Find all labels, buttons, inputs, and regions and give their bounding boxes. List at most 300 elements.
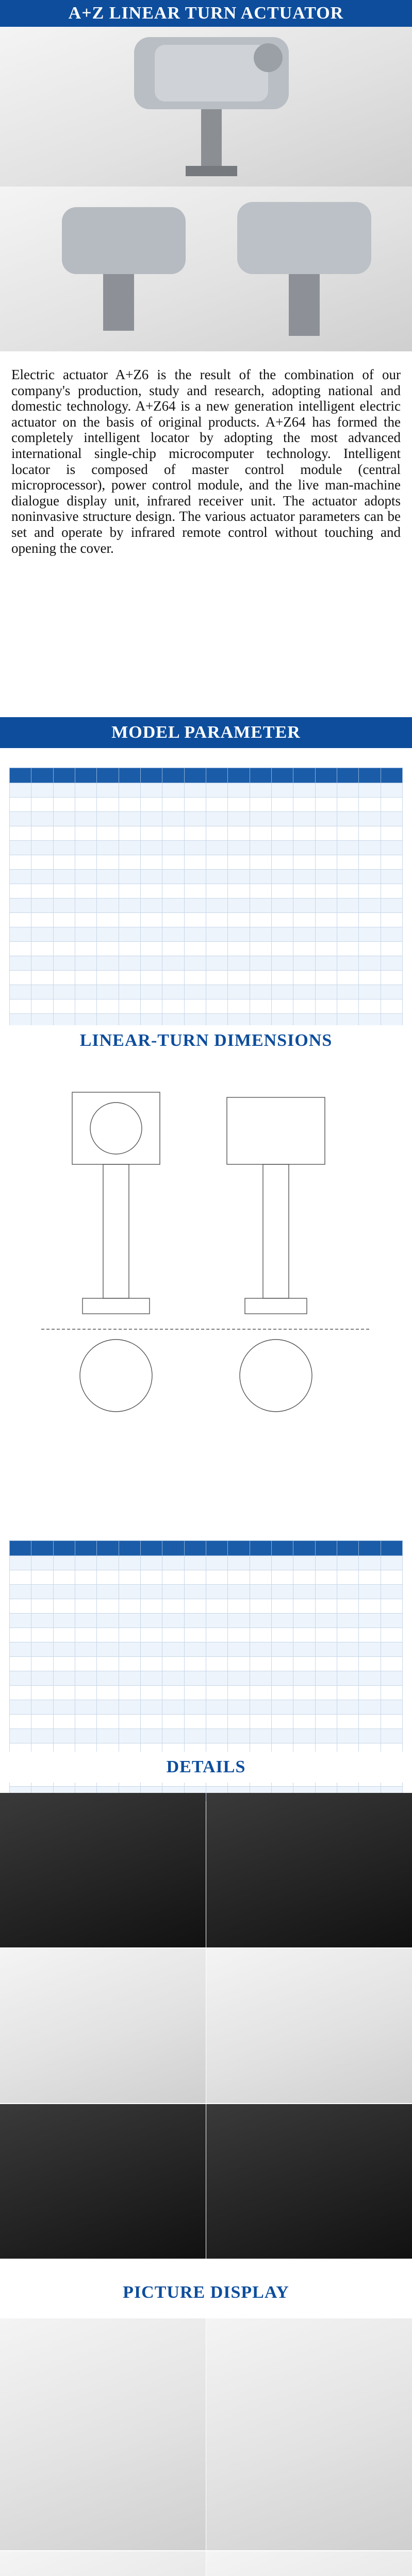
table-cell [140, 1614, 162, 1628]
table-cell [10, 971, 31, 985]
table-cell [359, 956, 381, 971]
table-cell [184, 855, 206, 870]
table-cell [337, 971, 358, 985]
table-cell [140, 999, 162, 1014]
table-row [10, 1657, 403, 1671]
table-cell [140, 913, 162, 927]
table-cell [31, 956, 53, 971]
table-cell [184, 884, 206, 899]
section-model-parameter [0, 717, 412, 748]
table-header-cell [119, 768, 140, 783]
table-cell [140, 841, 162, 855]
table-cell [184, 913, 206, 927]
table-cell [293, 1628, 315, 1642]
table-cell [315, 913, 337, 927]
table-row [10, 1715, 403, 1729]
table-cell [75, 1614, 96, 1628]
table-cell [10, 798, 31, 812]
table-header-cell [381, 768, 402, 783]
table-header-cell [293, 768, 315, 783]
table-cell [119, 855, 140, 870]
table-cell [337, 884, 358, 899]
table-cell [162, 1628, 184, 1642]
table-row [10, 855, 403, 870]
table-cell [293, 798, 315, 812]
table-cell [381, 1729, 402, 1743]
table-cell [206, 1686, 227, 1700]
table-row [10, 999, 403, 1014]
table-cell [10, 1556, 31, 1570]
table-cell [271, 999, 293, 1014]
table-cell [381, 1599, 402, 1614]
table-cell [250, 1671, 271, 1686]
table-cell [10, 884, 31, 899]
dimension-drawing [41, 1072, 371, 1448]
section-title: LINEAR-TURN DIMENSIONS [79, 1031, 333, 1050]
table-cell [293, 927, 315, 942]
table-cell [31, 798, 53, 812]
table-cell [162, 999, 184, 1014]
table-row [10, 899, 403, 913]
table-cell [271, 1599, 293, 1614]
table-cell [359, 1570, 381, 1585]
table-cell [53, 956, 75, 971]
table-cell [119, 1585, 140, 1599]
table-cell [381, 1556, 402, 1570]
table-cell [140, 855, 162, 870]
table-cell [206, 1585, 227, 1599]
table-cell [315, 999, 337, 1014]
table-cell [228, 1657, 250, 1671]
table-cell [315, 1570, 337, 1585]
table-cell [162, 927, 184, 942]
table-cell [228, 870, 250, 884]
table-cell [271, 956, 293, 971]
table-cell [10, 927, 31, 942]
table-cell [206, 1657, 227, 1671]
table-cell [184, 798, 206, 812]
table-cell [140, 1585, 162, 1599]
table-cell [381, 1628, 402, 1642]
table-cell [337, 783, 358, 798]
table-cell [250, 1599, 271, 1614]
table-cell [140, 870, 162, 884]
table-cell [140, 1671, 162, 1686]
table-header-cell [271, 1541, 293, 1556]
table-header-cell [75, 768, 96, 783]
table-header-cell [140, 1541, 162, 1556]
table-cell [119, 956, 140, 971]
table-cell [75, 927, 96, 942]
table-cell [97, 927, 119, 942]
table-cell [75, 812, 96, 826]
table-cell [359, 812, 381, 826]
table-cell [381, 956, 402, 971]
table-cell [250, 884, 271, 899]
table-cell [140, 1556, 162, 1570]
table-cell [119, 870, 140, 884]
table-cell [184, 942, 206, 956]
table-row [10, 913, 403, 927]
table-cell [31, 999, 53, 1014]
table-cell [184, 870, 206, 884]
table-cell [206, 899, 227, 913]
table-cell [293, 812, 315, 826]
table-cell [359, 1729, 381, 1743]
table-cell [119, 1614, 140, 1628]
detail-photo-2 [206, 1793, 412, 1947]
table-cell [75, 841, 96, 855]
table-cell [184, 1570, 206, 1585]
detail-photo-3 [0, 1948, 206, 2103]
table-cell [250, 985, 271, 999]
table-cell [206, 783, 227, 798]
table-cell [31, 1556, 53, 1570]
table-cell [271, 1585, 293, 1599]
detail-photo-5 [0, 2104, 206, 2259]
table-cell [184, 812, 206, 826]
display-photo-1 [0, 2318, 206, 2550]
table-cell [381, 1614, 402, 1628]
table-cell [293, 783, 315, 798]
table-cell [75, 1715, 96, 1729]
table-cell [250, 855, 271, 870]
table-cell [53, 855, 75, 870]
table-cell [53, 1570, 75, 1585]
table-cell [53, 985, 75, 999]
table-cell [271, 971, 293, 985]
table-cell [162, 1556, 184, 1570]
table-cell [337, 1614, 358, 1628]
table-cell [359, 870, 381, 884]
table-cell [381, 1642, 402, 1657]
display-photo-4 [206, 2551, 412, 2576]
table-cell [315, 1729, 337, 1743]
table-cell [119, 826, 140, 841]
table-cell [31, 884, 53, 899]
table-cell [119, 1642, 140, 1657]
table-row [10, 985, 403, 999]
table-cell [228, 956, 250, 971]
table-cell [293, 870, 315, 884]
table-cell [75, 870, 96, 884]
table-cell [97, 956, 119, 971]
table-cell [359, 884, 381, 899]
table-cell [271, 1614, 293, 1628]
table-cell [250, 783, 271, 798]
table-cell [228, 1700, 250, 1715]
table-cell [337, 899, 358, 913]
table-cell [359, 1628, 381, 1642]
table-cell [31, 1628, 53, 1642]
table-cell [140, 1686, 162, 1700]
table-cell [75, 971, 96, 985]
table-cell [162, 1729, 184, 1743]
table-cell [10, 1599, 31, 1614]
table-cell [228, 841, 250, 855]
table-cell [119, 1671, 140, 1686]
table-cell [271, 1729, 293, 1743]
table-cell [97, 798, 119, 812]
table-cell [10, 1585, 31, 1599]
table-cell [337, 1671, 358, 1686]
table-cell [271, 826, 293, 841]
table-cell [184, 1642, 206, 1657]
table-cell [31, 870, 53, 884]
table-cell [31, 1671, 53, 1686]
table-cell [228, 884, 250, 899]
table-row [10, 1628, 403, 1642]
table-cell [228, 1729, 250, 1743]
table-cell [184, 1715, 206, 1729]
table-cell [337, 1715, 358, 1729]
table-cell [119, 1628, 140, 1642]
table-cell [381, 999, 402, 1014]
table-header-cell [250, 768, 271, 783]
table-cell [75, 1686, 96, 1700]
table-cell [381, 913, 402, 927]
table-cell [31, 826, 53, 841]
table-cell [140, 956, 162, 971]
table-cell [31, 985, 53, 999]
table-cell [10, 1700, 31, 1715]
table-cell [97, 1570, 119, 1585]
section-picture-display [0, 2277, 412, 2308]
table-cell [228, 1642, 250, 1657]
table-cell [10, 942, 31, 956]
table-cell [53, 783, 75, 798]
table-cell [206, 999, 227, 1014]
table-cell [381, 826, 402, 841]
table-row [10, 1585, 403, 1599]
table-row [10, 1570, 403, 1585]
table-row [10, 841, 403, 855]
table-cell [119, 913, 140, 927]
table-cell [206, 1700, 227, 1715]
detail-photo-6 [206, 2104, 412, 2259]
table-cell [162, 884, 184, 899]
table-cell [97, 1642, 119, 1657]
table-cell [293, 1599, 315, 1614]
table-cell [184, 826, 206, 841]
table-cell [359, 971, 381, 985]
table-cell [359, 1642, 381, 1657]
table-cell [337, 927, 358, 942]
table-cell [271, 1671, 293, 1686]
table-cell [10, 985, 31, 999]
table-cell [75, 1671, 96, 1686]
table-cell [162, 812, 184, 826]
table-cell [250, 870, 271, 884]
table-cell [53, 971, 75, 985]
table-cell [53, 1729, 75, 1743]
table-header-cell [184, 768, 206, 783]
table-header-cell [293, 1541, 315, 1556]
table-cell [381, 927, 402, 942]
table-header-cell [250, 1541, 271, 1556]
table-row [10, 884, 403, 899]
table-cell [315, 826, 337, 841]
table-cell [293, 971, 315, 985]
table-cell [97, 870, 119, 884]
table-cell [271, 1556, 293, 1570]
table-cell [293, 942, 315, 956]
product-photo-middle [0, 187, 412, 351]
table-cell [337, 1657, 358, 1671]
table-cell [140, 985, 162, 999]
table-cell [359, 1599, 381, 1614]
table-cell [162, 1686, 184, 1700]
table-cell [271, 1570, 293, 1585]
table-cell [206, 841, 227, 855]
table-cell [119, 1700, 140, 1715]
table-cell [228, 798, 250, 812]
table-cell [31, 1642, 53, 1657]
table-cell [119, 927, 140, 942]
table-cell [75, 826, 96, 841]
table-cell [162, 798, 184, 812]
table-cell [271, 841, 293, 855]
section-title: DETAILS [166, 1757, 246, 1776]
table-cell [206, 1642, 227, 1657]
table-cell [206, 985, 227, 999]
table-cell [250, 1585, 271, 1599]
table-cell [271, 927, 293, 942]
table-cell [119, 841, 140, 855]
table-cell [97, 812, 119, 826]
table-cell [206, 1729, 227, 1743]
table-cell [359, 1657, 381, 1671]
table-cell [250, 841, 271, 855]
table-cell [140, 1657, 162, 1671]
table-cell [337, 1570, 358, 1585]
table-cell [119, 1570, 140, 1585]
table-cell [315, 783, 337, 798]
technical-drawing [41, 1072, 371, 1448]
table-cell [10, 870, 31, 884]
table-cell [315, 1715, 337, 1729]
table-cell [315, 1700, 337, 1715]
table-cell [75, 1657, 96, 1671]
table-row [10, 927, 403, 942]
table-cell [293, 1671, 315, 1686]
table-cell [250, 1614, 271, 1628]
table-cell [10, 956, 31, 971]
table-cell [337, 1628, 358, 1642]
table-cell [97, 1599, 119, 1614]
table-cell [10, 1729, 31, 1743]
table-cell [315, 812, 337, 826]
table-cell [53, 913, 75, 927]
table-cell [381, 942, 402, 956]
actuator-illustration [0, 27, 412, 187]
table-cell [10, 999, 31, 1014]
table-cell [97, 855, 119, 870]
table-cell [119, 1556, 140, 1570]
table-cell [337, 1585, 358, 1599]
table-cell [293, 884, 315, 899]
table-cell [228, 826, 250, 841]
table-cell [337, 1599, 358, 1614]
table-cell [31, 812, 53, 826]
table-header-cell [53, 1541, 75, 1556]
section-details [0, 1752, 412, 1783]
table-cell [359, 1700, 381, 1715]
table-cell [31, 1614, 53, 1628]
table-cell [206, 927, 227, 942]
table-cell [206, 870, 227, 884]
table-cell [271, 812, 293, 826]
table-cell [271, 870, 293, 884]
table-cell [315, 884, 337, 899]
table-cell [315, 985, 337, 999]
table-cell [359, 826, 381, 841]
table-row [10, 1686, 403, 1700]
table-cell [97, 884, 119, 899]
table-cell [10, 826, 31, 841]
table-cell [381, 1700, 402, 1715]
table-cell [75, 1570, 96, 1585]
table-cell [359, 1556, 381, 1570]
table-cell [97, 942, 119, 956]
table-header-cell [119, 1541, 140, 1556]
table-cell [359, 1614, 381, 1628]
table-cell [97, 1729, 119, 1743]
table-row [10, 1614, 403, 1628]
table-cell [337, 798, 358, 812]
table-cell [53, 1585, 75, 1599]
table-cell [10, 841, 31, 855]
table-cell [228, 1715, 250, 1729]
table-cell [31, 971, 53, 985]
table-header-cell [381, 1541, 402, 1556]
table-cell [228, 1686, 250, 1700]
table-header-cell [162, 768, 184, 783]
table-cell [162, 1715, 184, 1729]
table-cell [381, 1686, 402, 1700]
table-cell [206, 971, 227, 985]
table-cell [250, 999, 271, 1014]
table-cell [315, 1585, 337, 1599]
table-cell [271, 899, 293, 913]
table-cell [184, 985, 206, 999]
table-cell [293, 826, 315, 841]
table-cell [206, 1556, 227, 1570]
table-cell [97, 985, 119, 999]
table-row [10, 1671, 403, 1686]
table-row [10, 942, 403, 956]
table-cell [293, 1700, 315, 1715]
table-cell [271, 1700, 293, 1715]
table-header-cell [206, 1541, 227, 1556]
table-cell [271, 1642, 293, 1657]
table-cell [97, 1585, 119, 1599]
table-cell [359, 841, 381, 855]
table-row [10, 971, 403, 985]
table-cell [162, 1671, 184, 1686]
table-cell [315, 870, 337, 884]
table-cell [31, 855, 53, 870]
table-cell [293, 1614, 315, 1628]
table-header-cell [31, 768, 53, 783]
table-cell [75, 884, 96, 899]
table-cell [381, 899, 402, 913]
table-cell [184, 956, 206, 971]
table-cell [315, 899, 337, 913]
table-cell [53, 1686, 75, 1700]
table-cell [119, 1599, 140, 1614]
table-cell [381, 783, 402, 798]
